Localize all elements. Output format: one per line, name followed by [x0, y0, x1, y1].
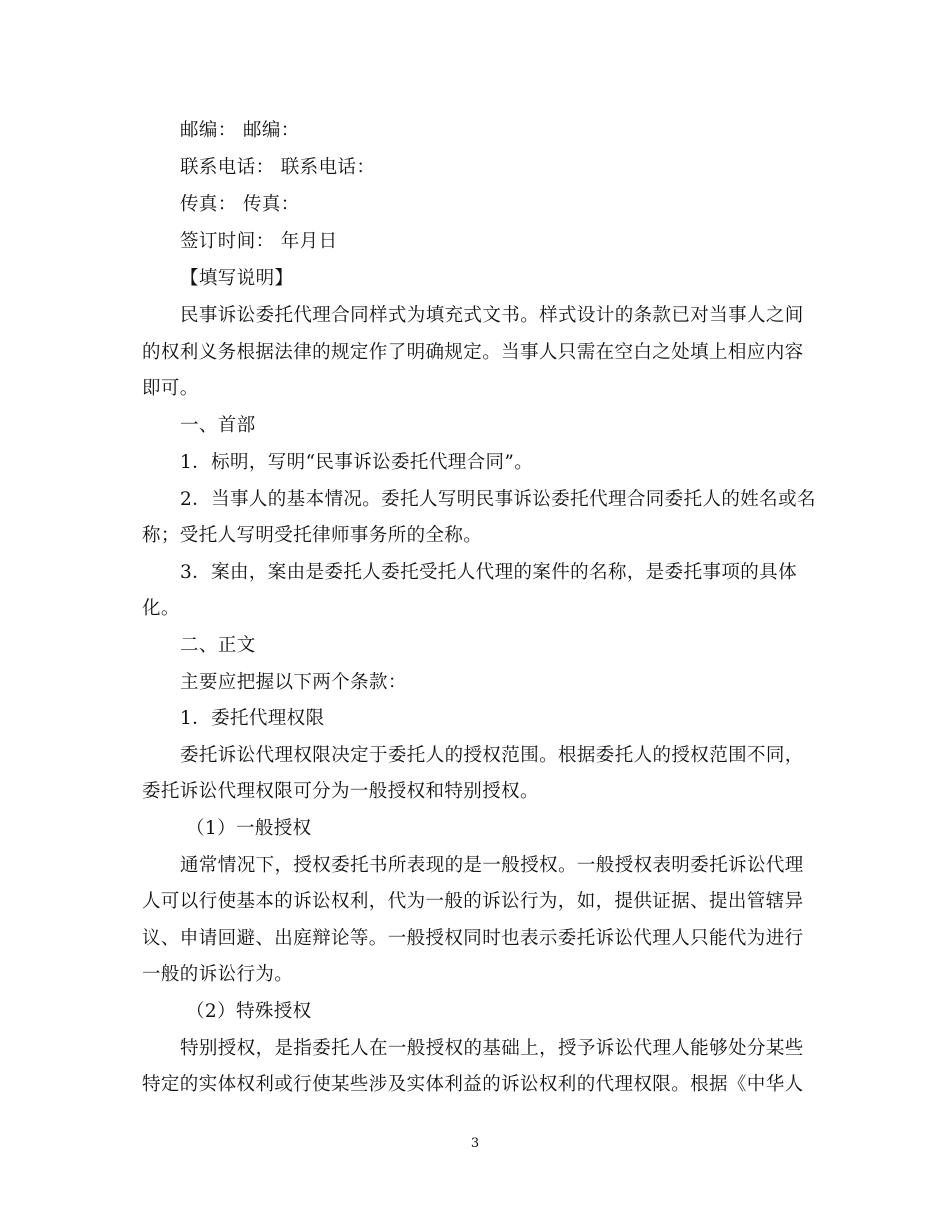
page-number: 3: [470, 1136, 480, 1151]
paragraph-line: 主要应把握以下两个条款：: [180, 672, 407, 693]
paragraph-line: 议、申请回避、出庭辩论等。一般授权同时也表示委托诉讼代理人只能代为进行: [142, 928, 804, 949]
intro-paragraph-line: 即可。: [142, 378, 199, 399]
list-item: 1．标明，写明“民事诉讼委托代理合同”。: [180, 452, 534, 473]
list-item: 3．案由，案由是委托人委托受托人代理的案件的名称，是委托事项的具体: [180, 562, 797, 583]
paragraph-line: 特别授权，是指委托人在一般授权的基础上，授予诉讼代理人能够处分某些: [180, 1038, 804, 1059]
fax-line: 传真： 传真：: [180, 194, 300, 215]
paragraph-line: 委托诉讼代理权限决定于委托人的授权范围。根据委托人的授权范围不同，: [180, 745, 804, 766]
intro-paragraph-line: 民事诉讼委托代理合同样式为填充式文书。样式设计的条款已对当事人之间: [180, 305, 804, 326]
phone-line: 联系电话： 联系电话：: [180, 157, 376, 178]
postal-code-line: 邮编： 邮编：: [180, 120, 300, 141]
subsection-heading: （2）特殊授权: [186, 1001, 312, 1022]
section-heading: 一、首部: [180, 415, 256, 436]
paragraph-line: 通常情况下，授权委托书所表现的是一般授权。一般授权表明委托诉讼代理: [180, 855, 804, 876]
list-item: 2．当事人的基本情况。委托人写明民事诉讼委托代理合同委托人的姓名或名: [180, 489, 816, 510]
list-item-continuation: 化。: [142, 598, 180, 619]
signing-date-line: 签订时间： 年月日: [180, 231, 338, 252]
section-heading: 二、正文: [180, 635, 256, 656]
instructions-heading: 【填写说明】: [180, 268, 294, 289]
list-item-continuation: 称；受托人写明受托律师事务所的全称。: [142, 525, 483, 546]
subsection-heading: （1）一般授权: [186, 818, 312, 839]
subsection-heading: 1．委托代理权限: [180, 708, 325, 729]
paragraph-line: 委托诉讼代理权限可分为一般授权和特别授权。: [142, 781, 539, 802]
paragraph-line: 特定的实体权利或行使某些涉及实体利益的诉讼权利的代理权限。根据《中华人: [142, 1074, 804, 1095]
intro-paragraph-line: 的权利义务根据法律的规定作了明确规定。当事人只需在空白之处填上相应内容: [142, 342, 804, 363]
paragraph-line: 一般的诉讼行为。: [142, 964, 294, 985]
paragraph-line: 人可以行使基本的诉讼权利，代为一般的诉讼行为，如，提供证据、提出管辖异: [142, 891, 804, 912]
